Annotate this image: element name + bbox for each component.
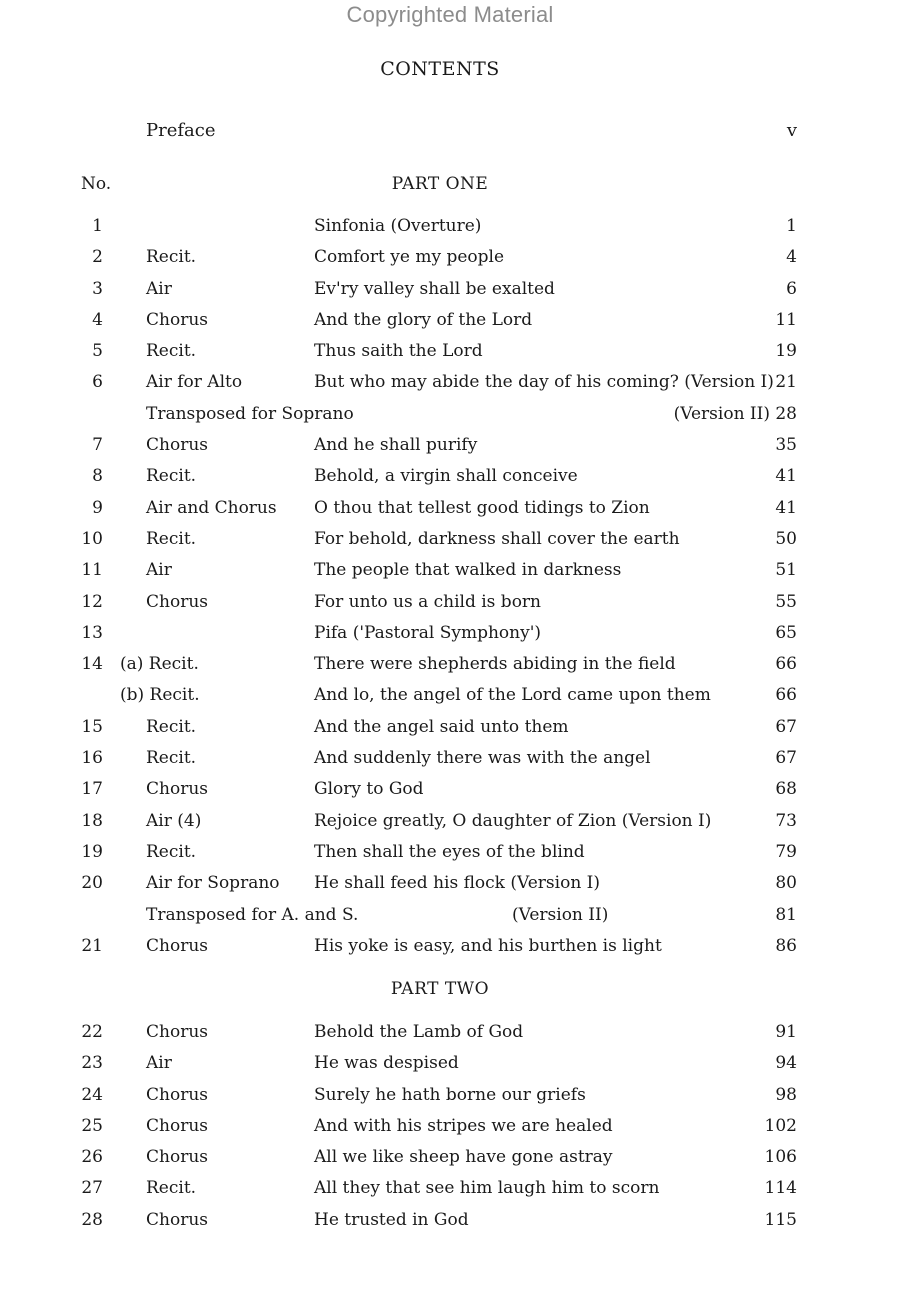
entry-number: 14 bbox=[81, 654, 103, 675]
entry-page-number: 66 bbox=[775, 685, 797, 706]
table-row bbox=[0, 837, 900, 868]
entry-title: His yoke is easy, and his burthen is light bbox=[314, 935, 662, 956]
entry-title: The people that walked in darkness bbox=[314, 560, 622, 581]
entry-title: Comfort ye my people bbox=[314, 247, 505, 268]
table-row bbox=[0, 806, 900, 837]
entry-type: Chorus bbox=[146, 779, 208, 800]
entry-number: 2 bbox=[92, 247, 103, 268]
entry-type: Chorus bbox=[146, 935, 208, 956]
entry-type: Chorus bbox=[146, 309, 208, 330]
entry-page-number: 73 bbox=[775, 810, 797, 831]
entry-type: Air bbox=[146, 1053, 172, 1074]
entry-page-number: 28 bbox=[775, 403, 797, 424]
entry-title: Ev'ry valley shall be exalted bbox=[314, 278, 555, 299]
entry-type: Transposed for Soprano bbox=[146, 403, 354, 424]
entry-version: (Version II) bbox=[512, 904, 609, 925]
entry-title: Thus saith the Lord bbox=[314, 341, 483, 362]
entry-title: Pifa ('Pastoral Symphony') bbox=[314, 622, 542, 643]
entry-number: 23 bbox=[81, 1053, 103, 1074]
entry-page-number: 94 bbox=[775, 1053, 797, 1074]
table-row bbox=[0, 274, 900, 305]
table-row bbox=[0, 712, 900, 743]
entry-page-number: 35 bbox=[775, 435, 797, 456]
entry-type: (b) Recit. bbox=[120, 685, 200, 706]
entry-title: Sinfonia (Overture) bbox=[314, 216, 482, 236]
entry-title: Behold, a virgin shall conceive bbox=[314, 466, 578, 487]
entry-page-number: 86 bbox=[775, 935, 797, 956]
entry-page-number: 81 bbox=[775, 904, 797, 925]
entry-page-number: 67 bbox=[775, 716, 797, 737]
entry-page-number: 11 bbox=[775, 309, 797, 330]
entry-number: 5 bbox=[92, 341, 103, 362]
entry-page-number: 19 bbox=[775, 341, 797, 362]
table-row bbox=[0, 493, 900, 524]
entry-type: Chorus bbox=[146, 591, 208, 612]
table-row bbox=[0, 680, 900, 711]
entry-number: 18 bbox=[81, 810, 103, 831]
entry-number: 27 bbox=[81, 1178, 103, 1199]
entry-title: And lo, the angel of the Lord came upon them bbox=[314, 685, 711, 706]
entry-type: Chorus bbox=[146, 1209, 208, 1230]
entry-title: There were shepherds abiding in the field bbox=[314, 654, 676, 675]
entry-page-number: 79 bbox=[775, 841, 797, 862]
entry-page-number: 114 bbox=[764, 1178, 797, 1199]
table-row bbox=[0, 242, 900, 273]
entry-page-number: 65 bbox=[775, 622, 797, 643]
entry-title: And the glory of the Lord bbox=[314, 309, 533, 330]
entry-type: Recit. bbox=[146, 841, 197, 862]
entry-type: Air bbox=[146, 278, 172, 299]
entry-number: 9 bbox=[92, 497, 103, 518]
table-row bbox=[0, 900, 900, 931]
table-row bbox=[0, 524, 900, 555]
entry-title: He shall feed his flock (Version I) bbox=[314, 873, 601, 894]
table-row bbox=[0, 211, 900, 242]
entry-page-number: 66 bbox=[775, 654, 797, 675]
entry-number: 21 bbox=[81, 935, 103, 956]
entry-version: (Version II) bbox=[673, 403, 770, 424]
entry-type: Air bbox=[146, 560, 172, 581]
entry-page-number: 91 bbox=[775, 1022, 797, 1042]
part-two-list bbox=[0, 1017, 900, 1236]
entry-page-number: 51 bbox=[775, 560, 797, 581]
table-row bbox=[0, 868, 900, 899]
entry-page-number: 68 bbox=[775, 779, 797, 800]
entry-number: 11 bbox=[81, 560, 103, 581]
entry-page-number: 50 bbox=[775, 528, 797, 549]
entry-page-number: 67 bbox=[775, 748, 797, 769]
table-row bbox=[0, 743, 900, 774]
table-row bbox=[0, 1173, 900, 1204]
entry-number: 4 bbox=[92, 309, 103, 330]
entry-title: Then shall the eyes of the blind bbox=[314, 841, 585, 862]
entry-number: 22 bbox=[81, 1022, 103, 1042]
entry-title: He trusted in God bbox=[314, 1209, 469, 1230]
table-row bbox=[0, 649, 900, 680]
entry-page-number: 55 bbox=[775, 591, 797, 612]
preface-page-number: v bbox=[786, 120, 797, 141]
entry-number: 12 bbox=[81, 591, 103, 612]
table-row bbox=[0, 1111, 900, 1142]
entry-title: Glory to God bbox=[314, 779, 424, 800]
entry-number: 10 bbox=[81, 528, 103, 549]
table-row bbox=[0, 618, 900, 649]
entry-number: 20 bbox=[81, 873, 103, 894]
entry-type: Recit. bbox=[146, 748, 197, 769]
entry-page-number: 98 bbox=[775, 1084, 797, 1105]
entry-number: 1 bbox=[92, 216, 103, 236]
table-row bbox=[0, 587, 900, 618]
part-one-list bbox=[0, 211, 900, 962]
entry-number: 8 bbox=[92, 466, 103, 487]
entry-title: And the angel said unto them bbox=[314, 716, 569, 737]
entry-page-number: 102 bbox=[764, 1115, 797, 1136]
part-two-heading: PART TWO bbox=[390, 979, 490, 999]
entry-number: 16 bbox=[81, 748, 103, 769]
entry-title: And suddenly there was with the angel bbox=[314, 748, 651, 769]
entry-number: 28 bbox=[81, 1209, 103, 1230]
table-row bbox=[0, 1142, 900, 1173]
entry-type: Transposed for A. and S. bbox=[146, 904, 359, 925]
entry-page-number: 41 bbox=[775, 497, 797, 518]
table-row bbox=[0, 1048, 900, 1079]
number-column-header: No. bbox=[81, 174, 112, 194]
entry-page-number: 6 bbox=[786, 278, 797, 299]
table-row bbox=[0, 305, 900, 336]
entry-type: Recit. bbox=[146, 341, 197, 362]
entry-page-number: 4 bbox=[786, 247, 797, 268]
entry-type: Recit. bbox=[146, 1178, 197, 1199]
entry-title: Behold the Lamb of God bbox=[314, 1022, 524, 1042]
table-row bbox=[0, 1080, 900, 1111]
entry-number: 25 bbox=[81, 1115, 103, 1136]
entry-title: For unto us a child is born bbox=[314, 591, 542, 612]
entry-number: 15 bbox=[81, 716, 103, 737]
page-title: CONTENTS bbox=[380, 58, 500, 80]
entry-type: Recit. bbox=[146, 716, 197, 737]
entry-type: Chorus bbox=[146, 435, 208, 456]
entry-type: Chorus bbox=[146, 1147, 208, 1168]
entry-number: 24 bbox=[81, 1084, 103, 1105]
copyright-watermark: Copyrighted Material bbox=[346, 2, 554, 27]
preface-row bbox=[0, 120, 900, 146]
table-row bbox=[0, 336, 900, 367]
entry-type: Chorus bbox=[146, 1084, 208, 1105]
entry-type: Air for Soprano bbox=[146, 873, 280, 894]
entry-title: All we like sheep have gone astray bbox=[314, 1147, 613, 1168]
entry-page-number: 80 bbox=[775, 873, 797, 894]
entry-title: But who may abide the day of his coming? (Version I) bbox=[314, 372, 774, 393]
entry-number: 7 bbox=[92, 435, 103, 456]
table-row bbox=[0, 430, 900, 461]
entry-number: 13 bbox=[81, 622, 103, 643]
table-row bbox=[0, 774, 900, 805]
table-row bbox=[0, 1017, 900, 1048]
entry-page-number: 106 bbox=[764, 1147, 797, 1168]
entry-title: For behold, darkness shall cover the earth bbox=[314, 528, 680, 549]
table-row bbox=[0, 399, 900, 430]
entry-type: Air and Chorus bbox=[146, 497, 277, 518]
entry-type: Recit. bbox=[146, 528, 197, 549]
entry-title: He was despised bbox=[314, 1053, 459, 1074]
entry-page-number: 1 bbox=[786, 216, 797, 236]
entry-type: Chorus bbox=[146, 1022, 208, 1042]
preface-label: Preface bbox=[146, 120, 216, 141]
entry-type: Air (4) bbox=[146, 810, 202, 831]
entry-number: 19 bbox=[81, 841, 103, 862]
entry-title: And he shall purify bbox=[314, 435, 478, 456]
entry-title: Rejoice greatly, O daughter of Zion (Version I) bbox=[314, 810, 712, 831]
entry-title: Surely he hath borne our griefs bbox=[314, 1084, 586, 1105]
table-row bbox=[0, 367, 900, 398]
entry-number: 26 bbox=[81, 1147, 103, 1168]
table-row bbox=[0, 1205, 900, 1236]
entry-type: Recit. bbox=[146, 466, 197, 487]
entry-page-number: 115 bbox=[764, 1209, 797, 1230]
entry-title: And with his stripes we are healed bbox=[314, 1115, 613, 1136]
entry-type: Air for Alto bbox=[146, 372, 243, 393]
table-row bbox=[0, 461, 900, 492]
entry-type: Recit. bbox=[146, 247, 197, 268]
entry-number: 6 bbox=[92, 372, 103, 393]
entry-type: Chorus bbox=[146, 1115, 208, 1136]
entry-page-number: 21 bbox=[775, 372, 797, 393]
table-row bbox=[0, 555, 900, 586]
entry-title: All they that see him laugh him to scorn bbox=[314, 1178, 660, 1199]
entry-title: O thou that tellest good tidings to Zion bbox=[314, 497, 650, 518]
table-row bbox=[0, 931, 900, 962]
entry-page-number: 41 bbox=[775, 466, 797, 487]
part-one-heading: PART ONE bbox=[391, 174, 489, 194]
entry-number: 3 bbox=[92, 278, 103, 299]
entry-type: (a) Recit. bbox=[120, 654, 199, 675]
entry-number: 17 bbox=[81, 779, 103, 800]
